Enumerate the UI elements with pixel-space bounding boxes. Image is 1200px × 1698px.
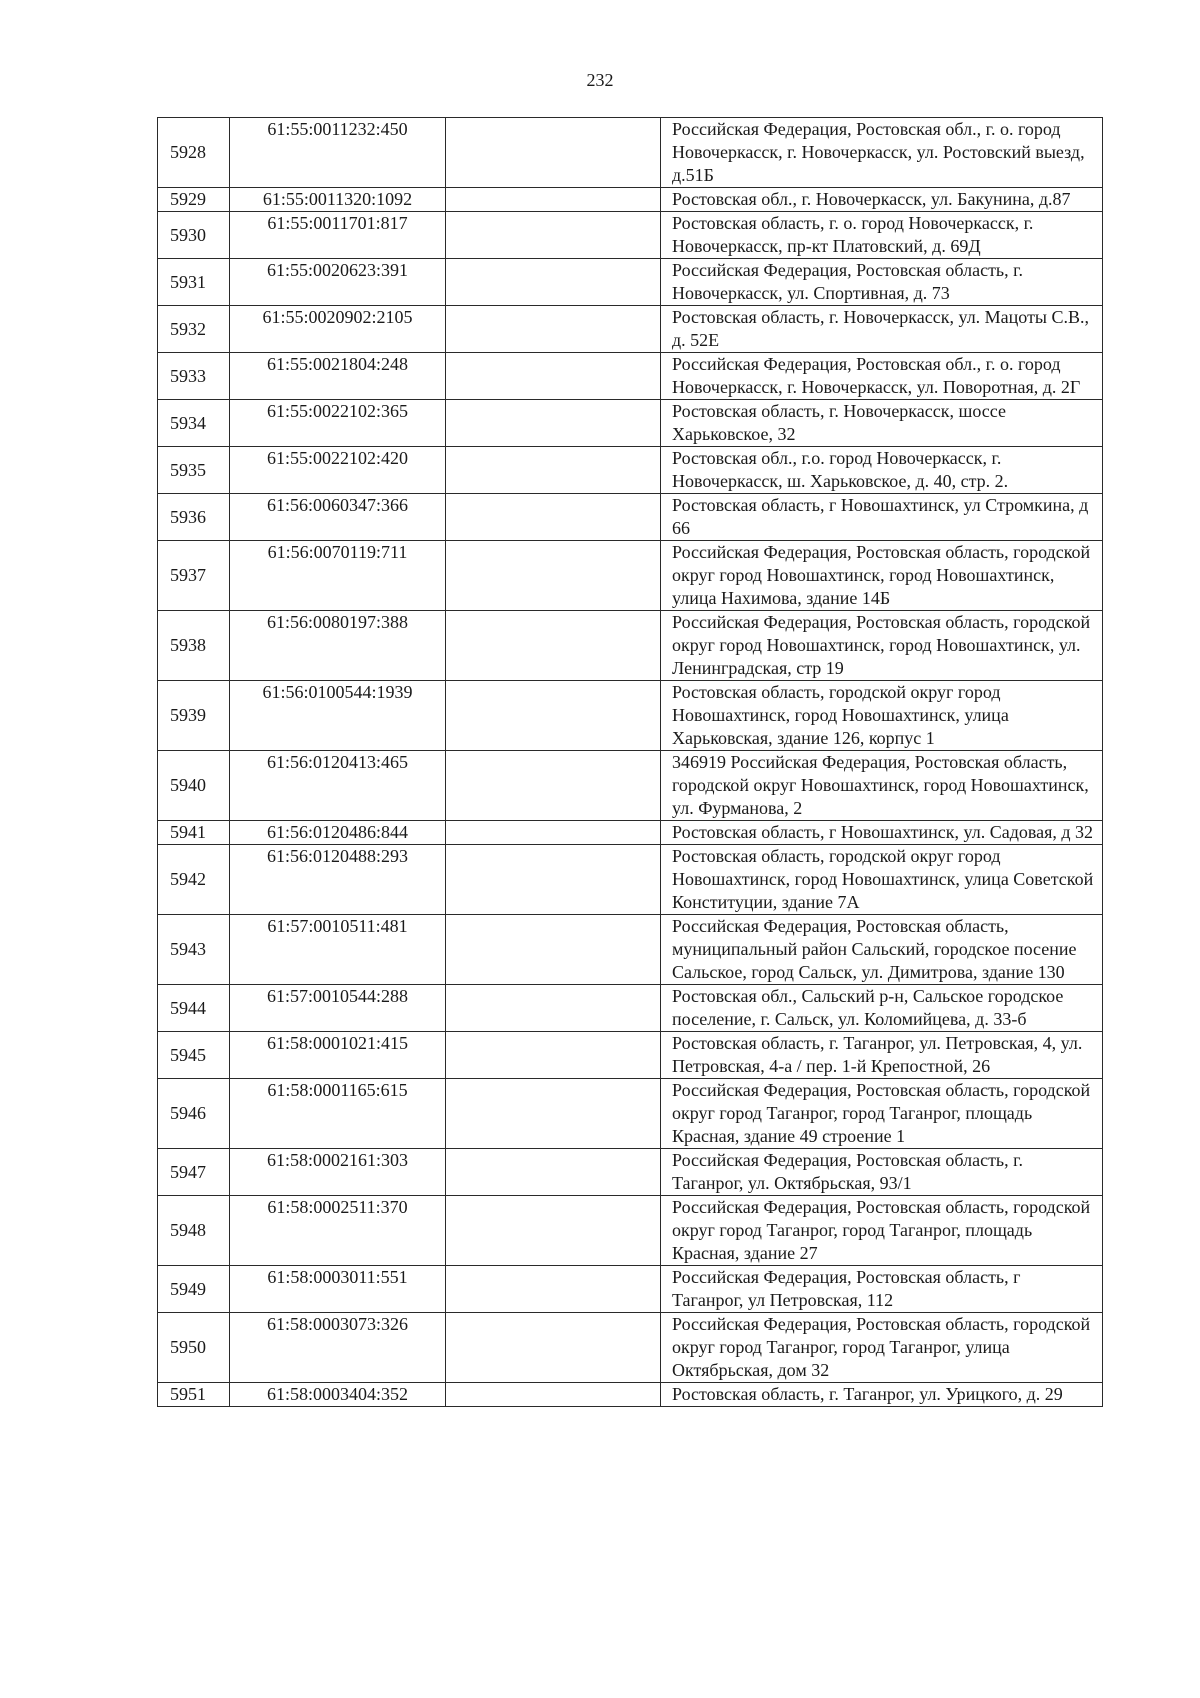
row-number-cell: 5947 [158,1149,230,1196]
cadastral-number-cell: 61:56:0070119:711 [230,541,446,611]
address-cell: Ростовская область, г. Новочеркасск, шоссе Харьковское, 32 [661,400,1103,447]
table-row [158,915,1103,985]
table-row [158,681,1103,751]
address-cell: Российская Федерация, Ростовская область, г. Таганрог, ул. Октябрьская, 93/1 [661,1149,1103,1196]
empty-cell [446,1149,661,1196]
row-number-cell: 5941 [158,821,230,845]
cadastral-number-cell: 61:55:0022102:365 [230,400,446,447]
cadastral-number-cell: 61:56:0120488:293 [230,845,446,915]
table-row [158,1196,1103,1266]
empty-cell [446,541,661,611]
cadastral-number-cell: 61:56:0100544:1939 [230,681,446,751]
row-number-cell: 5928 [158,118,230,188]
table-row [158,1149,1103,1196]
table-row [158,212,1103,259]
cadastral-number-cell: 61:56:0120413:465 [230,751,446,821]
cadastral-number-cell: 61:58:0003404:352 [230,1383,446,1407]
address-cell: Российская Федерация, Ростовская область, г Таганрог, ул Петровская, 112 [661,1266,1103,1313]
row-number-cell: 5938 [158,611,230,681]
row-number-cell: 5934 [158,400,230,447]
empty-cell [446,259,661,306]
table-row [158,1032,1103,1079]
cadastral-number-cell: 61:56:0080197:388 [230,611,446,681]
empty-cell [446,494,661,541]
row-number-cell: 5944 [158,985,230,1032]
address-cell: Ростовская область, городской округ город Новошахтинск, город Новошахтинск, улица Харьковская, здание 126, корпус 1 [661,681,1103,751]
table-row [158,188,1103,212]
empty-cell [446,681,661,751]
cadastral-number-cell: 61:58:0002161:303 [230,1149,446,1196]
row-number-cell: 5939 [158,681,230,751]
row-number-cell: 5940 [158,751,230,821]
empty-cell [446,212,661,259]
address-cell: Ростовская область, г. Новочеркасск, ул. Мацоты С.В., д. 52Е [661,306,1103,353]
empty-cell [446,611,661,681]
cadastral-number-cell: 61:55:0011320:1092 [230,188,446,212]
empty-cell [446,751,661,821]
empty-cell [446,400,661,447]
table-row [158,118,1103,188]
cadastral-number-cell: 61:55:0020623:391 [230,259,446,306]
cadastral-number-cell: 61:58:0001165:615 [230,1079,446,1149]
row-number-cell: 5942 [158,845,230,915]
address-cell: Российская Федерация, Ростовская область, городской округ город Новошахтинск, город Новошахтинск, улица Нахимова, здание 14Б [661,541,1103,611]
row-number-cell: 5937 [158,541,230,611]
empty-cell [446,1266,661,1313]
cadastral-number-cell: 61:55:0011701:817 [230,212,446,259]
row-number-cell: 5945 [158,1032,230,1079]
cadastral-number-cell: 61:57:0010511:481 [230,915,446,985]
address-cell: Российская Федерация, Ростовская область, городской округ город Таганрог, город Таганрог, площадь Красная, здание 49 строение 1 [661,1079,1103,1149]
cadastral-number-cell: 61:58:0003073:326 [230,1313,446,1383]
cadastral-number-cell: 61:57:0010544:288 [230,985,446,1032]
cadastral-number-cell: 61:58:0001021:415 [230,1032,446,1079]
empty-cell [446,1313,661,1383]
row-number-cell: 5949 [158,1266,230,1313]
table-row [158,1079,1103,1149]
address-cell: Ростовская обл., г. Новочеркасск, ул. Бакунина, д.87 [661,188,1103,212]
cadastral-number-cell: 61:55:0021804:248 [230,353,446,400]
empty-cell [446,985,661,1032]
address-cell: Ростовская обл., Сальский р-н, Сальское городское поселение, г. Сальск, ул. Коломийцева, д. 33-б [661,985,1103,1032]
cadastral-number-cell: 61:56:0060347:366 [230,494,446,541]
address-cell: Российская Федерация, Ростовская область, городской округ город Новошахтинск, город Новошахтинск, ул. Ленинградская, стр 19 [661,611,1103,681]
table-row [158,1266,1103,1313]
cadastral-number-cell: 61:58:0002511:370 [230,1196,446,1266]
table-body [158,118,1103,1407]
table-row [158,400,1103,447]
address-cell: 346919 Российская Федерация, Ростовская область, городской округ Новошахтинск, город Новошахтинск, ул. Фурманова, 2 [661,751,1103,821]
cadastral-number-cell: 61:55:0022102:420 [230,447,446,494]
address-cell: Российская Федерация, Ростовская область, муниципальный район Сальский, городское посение Сальское, город Сальск, ул. Димитрова, здание 130 [661,915,1103,985]
table-row [158,611,1103,681]
table-row [158,751,1103,821]
empty-cell [446,1032,661,1079]
row-number-cell: 5936 [158,494,230,541]
empty-cell [446,1383,661,1407]
row-number-cell: 5948 [158,1196,230,1266]
table-row [158,447,1103,494]
row-number-cell: 5931 [158,259,230,306]
cadastral-number-cell: 61:55:0011232:450 [230,118,446,188]
table-row [158,259,1103,306]
address-cell: Ростовская область, г. о. город Новочеркасск, г. Новочеркасск, пр-кт Платовский, д. 69Д [661,212,1103,259]
table-row [158,1313,1103,1383]
address-cell: Ростовская область, г. Таганрог, ул. Урицкого, д. 29 [661,1383,1103,1407]
table-row [158,1383,1103,1407]
table-row [158,353,1103,400]
table-row [158,985,1103,1032]
empty-cell [446,118,661,188]
row-number-cell: 5932 [158,306,230,353]
empty-cell [446,1079,661,1149]
address-cell: Ростовская область, г Новошахтинск, ул Стромкина, д 66 [661,494,1103,541]
row-number-cell: 5950 [158,1313,230,1383]
address-cell: Ростовская область, г. Таганрог, ул. Петровская, 4, ул. Петровская, 4-а / пер. 1-й Крепостной, 26 [661,1032,1103,1079]
empty-cell [446,821,661,845]
empty-cell [446,306,661,353]
cadastral-number-cell: 61:56:0120486:844 [230,821,446,845]
empty-cell [446,447,661,494]
row-number-cell: 5951 [158,1383,230,1407]
table-row [158,306,1103,353]
row-number-cell: 5946 [158,1079,230,1149]
address-cell: Российская Федерация, Ростовская обл., г. о. город Новочеркасск, г. Новочеркасск, ул. Ростовский выезд, д.51Б [661,118,1103,188]
empty-cell [446,845,661,915]
address-cell: Ростовская область, городской округ город Новошахтинск, город Новошахтинск, улица Советской Конституции, здание 7А [661,845,1103,915]
table-row [158,541,1103,611]
row-number-cell: 5935 [158,447,230,494]
address-cell: Ростовская обл., г.о. город Новочеркасск, г. Новочеркасск, ш. Харьковское, д. 40, стр. 2. [661,447,1103,494]
empty-cell [446,915,661,985]
register-table [157,117,1103,1407]
table-row [158,494,1103,541]
address-cell: Российская Федерация, Ростовская область, г. Новочеркасск, ул. Спортивная, д. 73 [661,259,1103,306]
empty-cell [446,1196,661,1266]
cadastral-number-cell: 61:55:0020902:2105 [230,306,446,353]
cadastral-number-cell: 61:58:0003011:551 [230,1266,446,1313]
table-row [158,821,1103,845]
row-number-cell: 5943 [158,915,230,985]
address-cell: Ростовская область, г Новошахтинск, ул. Садовая, д 32 [661,821,1103,845]
address-cell: Российская Федерация, Ростовская обл., г. о. город Новочеркасск, г. Новочеркасск, ул. Поворотная, д. 2Г [661,353,1103,400]
row-number-cell: 5930 [158,212,230,259]
empty-cell [446,188,661,212]
page-number: 232 [586,70,614,90]
row-number-cell: 5929 [158,188,230,212]
row-number-cell: 5933 [158,353,230,400]
address-cell: Российская Федерация, Ростовская область, городской округ город Таганрог, город Таганрог, площадь Красная, здание 27 [661,1196,1103,1266]
address-cell: Российская Федерация, Ростовская область, городской округ город Таганрог, город Таганрог, улица Октябрьская, дом 32 [661,1313,1103,1383]
empty-cell [446,353,661,400]
table-row [158,845,1103,915]
